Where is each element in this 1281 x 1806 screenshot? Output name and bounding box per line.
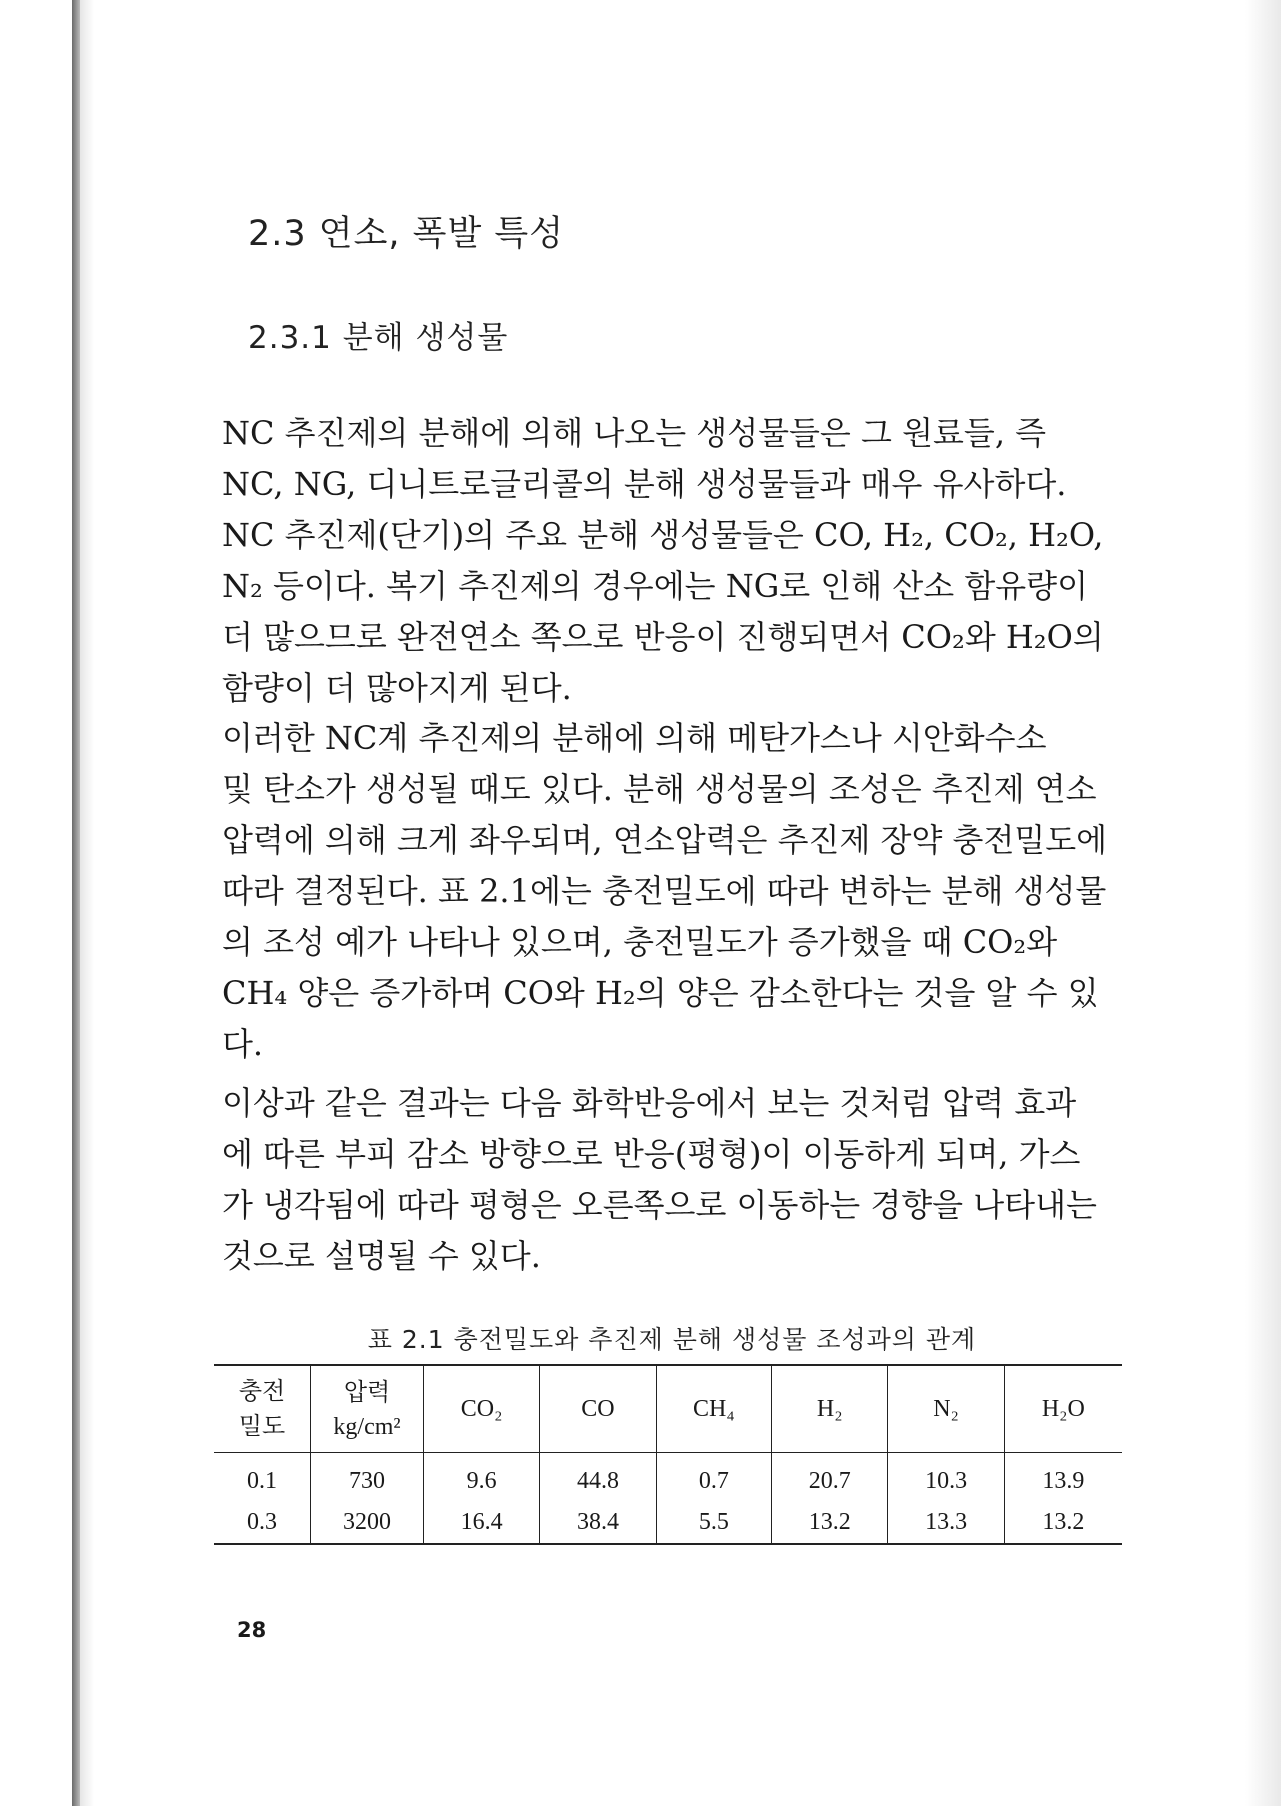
header-charge-density [214,1365,311,1453]
table-cell: 730 [311,1453,424,1502]
table-cell: 3200 [311,1501,424,1544]
composition-table [214,1364,1122,1545]
page-number: 28 [237,1618,267,1642]
table-caption: 표 2.1 충전밀도와 추진제 분해 생성물 조성과의 관계 [367,1325,977,1354]
table-row [214,1453,1122,1502]
subsection-heading: 2.3.1 분해 생성물 [248,320,509,356]
paragraph-line: N₂ 등이다. 복기 추진제의 경우에는 NG로 인해 산소 함유량이 [222,567,1089,605]
table-cell: 9.6 [424,1453,540,1502]
paragraph-line: 압력에 의해 크게 좌우되며, 연소압력은 추진제 장약 충전밀도에 [222,821,1108,859]
paragraph-line: 것으로 설명될 수 있다. [222,1237,541,1275]
paragraph-line: 이상과 같은 결과는 다음 화학반응에서 보는 것처럼 압력 효과 [222,1084,1077,1122]
paragraph-line: 에 따른 부피 감소 방향으로 반응(평형)이 이동하게 되며, 가스 [222,1135,1081,1173]
table-cell: 44.8 [540,1453,656,1502]
header-co2: CO₂ [424,1365,540,1453]
book-spine [72,0,80,1806]
paragraph-line: NC 추진제의 분해에 의해 나오는 생성물들은 그 원료들, 즉 [222,414,1047,452]
table-cell: 13.2 [1004,1501,1122,1544]
table-cell: 38.4 [540,1501,656,1544]
paragraph-line: 다. [222,1025,264,1063]
paragraph-line: 함량이 더 많아지게 된다. [222,669,572,707]
table-cell: 13.2 [772,1501,888,1544]
paragraph-line: NC 추진제(단기)의 주요 분해 생성물들은 CO, H₂, CO₂, H₂O, [222,516,1104,554]
table-row [214,1501,1122,1544]
paragraph-2 [222,713,1122,1070]
spine-shadow [80,0,94,1806]
header-line: kg/cm² [333,1413,401,1440]
table-cell: 13.3 [888,1501,1004,1544]
paragraph-line: 더 많으므로 완전연소 쪽으로 반응이 진행되면서 CO₂와 H₂O의 [222,618,1104,656]
paragraph-line: CH₄ 양은 증가하며 CO와 H₂의 양은 감소한다는 것을 알 수 있 [222,974,1099,1012]
table-cell: 16.4 [424,1501,540,1544]
header-line: 충전 [238,1377,286,1405]
paragraph-line: 및 탄소가 생성될 때도 있다. 분해 생성물의 조성은 추진제 연소 [222,770,1097,808]
table-cell: 0.3 [214,1501,311,1544]
paragraph-3 [222,1078,1122,1282]
table-cell: 10.3 [888,1453,1004,1502]
header-co: CO [540,1365,656,1453]
table-cell: 13.9 [1004,1453,1122,1502]
paragraph-1 [222,408,1122,714]
page-edge [1245,0,1281,1806]
table-cell: 0.1 [247,1467,277,1494]
header-line: 압력 [343,1377,391,1406]
paragraph-line: 가 냉각됨에 따라 평형은 오른쪽으로 이동하는 경향을 나타내는 [222,1186,1097,1224]
header-h2o: H₂O [1004,1365,1122,1453]
table-cell: 5.5 [656,1501,772,1544]
table-header-row [214,1365,1122,1453]
header-h2: H₂ [772,1365,888,1453]
paragraph-line: 이러한 NC계 추진제의 분해에 의해 메탄가스나 시안화수소 [222,719,1047,757]
table-cell: 0.7 [656,1453,772,1502]
table-cell: 20.7 [772,1453,888,1502]
header-pressure [311,1365,424,1453]
header-line: 밀도 [238,1412,286,1440]
header-ch4: CH₄ [656,1365,772,1453]
paragraph-line: 의 조성 예가 나타나 있으며, 충전밀도가 증가했을 때 CO₂와 [222,923,1058,961]
paragraph-line: NC, NG, 디니트로글리콜의 분해 생성물들과 매우 유사하다. [222,465,1067,503]
header-n2: N₂ [888,1365,1004,1453]
paragraph-line: 따라 결정된다. 표 2.1에는 충전밀도에 따라 변하는 분해 생성물 [222,872,1107,910]
section-heading: 2.3 연소, 폭발 특성 [248,214,565,254]
